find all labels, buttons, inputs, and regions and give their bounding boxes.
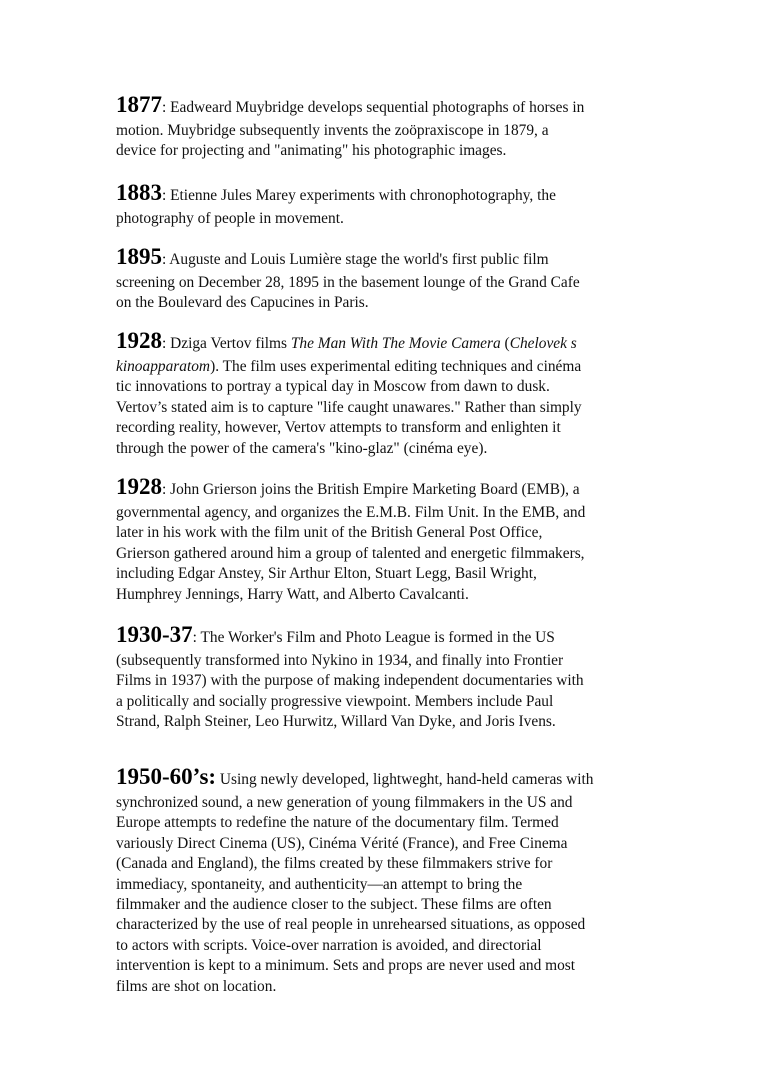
film-title-russian: kinoapparatom	[116, 358, 211, 375]
entry-text: to actors with scripts. Voice-over narration is avoided, and directorial	[116, 936, 542, 954]
entry-year: 1928	[116, 328, 162, 353]
entry-text: : Auguste and Louis Lumière stage the world's first public film	[162, 251, 549, 268]
entry-year: 1877	[116, 92, 162, 117]
entry-text: (Canada and England), the films created by these filmmakers strive for	[116, 855, 553, 873]
entry-text: later in his work with the film unit of the British General Post Office,	[116, 524, 543, 542]
entry-text: : John Grierson joins the British Empire Marketing Board (EMB), a	[162, 481, 580, 498]
entry-year: 1930-37	[116, 622, 193, 647]
entry-text: tic innovations to portray a typical day in Moscow from dawn to dusk.	[116, 378, 550, 396]
entry-text: device for projecting and "animating" his photographic images.	[116, 142, 507, 160]
entry-text: Grierson gathered around him a group of talented and energetic filmmakers,	[116, 544, 585, 562]
entry-text: photography of people in movement.	[116, 210, 344, 227]
entry-year: 1895	[116, 244, 162, 269]
entry-text: (subsequently transformed into Nykino in 1934, and finally into Frontier	[116, 652, 564, 669]
entry-text: filmmaker and the audience closer to the subject. These films are often	[116, 896, 552, 914]
entry-text-line	[116, 357, 661, 377]
entry-text: Films in 1937) with the purpose of making independent documentaries with	[116, 672, 584, 690]
entry-text: Vertov’s stated aim is to capture "life caught unawares." Rather than simply	[116, 398, 582, 416]
timeline-entry-1883	[116, 180, 661, 229]
entry-text: variously Direct Cinema (US), Cinéma Vérité (France), and Free Cinema	[116, 834, 568, 852]
timeline-entry-1895	[116, 244, 661, 314]
entry-text: motion. Muybridge subsequently invents the zoöpraxiscope in 1879, a	[116, 122, 549, 139]
entry-first-line	[116, 180, 661, 209]
timeline-entry-1928-vertov	[116, 328, 661, 459]
entry-text: : Dziga Vertov films	[162, 335, 291, 352]
film-title: The Man With The Movie Camera	[290, 335, 501, 352]
entry-year: 1883	[116, 180, 162, 205]
entry-year: 1928	[116, 474, 162, 499]
entry-first-line	[116, 92, 661, 121]
entry-text: Humphrey Jennings, Harry Watt, and Alberto Cavalcanti.	[116, 585, 469, 603]
entry-text: screening on December 28, 1895 in the basement lounge of the Grand Cafe	[116, 274, 580, 291]
entry-first-line	[116, 764, 661, 793]
entry-text: characterized by the use of real people in unrehearsed situations, as opposed	[116, 916, 586, 934]
entry-text: synchronized sound, a new generation of young filmmakers in the US and	[116, 794, 573, 811]
entry-text: (	[500, 335, 510, 352]
entry-text: recording reality, however, Vertov attempts to transform and enlighten it	[116, 419, 561, 437]
timeline-entry-1950-60s	[116, 764, 661, 997]
entry-first-line	[116, 328, 661, 357]
entry-text: Strand, Ralph Steiner, Leo Hurwitz, Willard Van Dyke, and Joris Ivens.	[116, 713, 556, 731]
film-title-russian: Chelovek s	[509, 335, 577, 352]
entry-first-line	[116, 622, 661, 651]
entry-text: a politically and socially progressive viewpoint. Members include Paul	[116, 692, 554, 710]
timeline-entry-1928-grierson	[116, 474, 661, 605]
entry-first-line	[116, 474, 661, 503]
timeline-entry-1877	[116, 92, 661, 162]
entry-text: ). The film uses experimental editing techniques and cinéma	[210, 358, 582, 375]
entry-text: : Eadweard Muybridge develops sequential photographs of horses in	[162, 99, 585, 116]
entry-text: on the Boulevard des Capucines in Paris.	[116, 294, 369, 312]
entry-text: : The Worker's Film and Photo League is formed in the US	[192, 629, 555, 646]
entry-text: Using newly developed, lightweght, hand-held cameras with	[216, 771, 594, 788]
entry-year: 1950-60’s:	[116, 764, 217, 789]
entry-text: intervention is kept to a minimum. Sets and props are never used and most	[116, 957, 576, 975]
entry-text: governmental agency, and organizes the E.M.B. Film Unit. In the EMB, and	[116, 504, 586, 521]
entry-text: including Edgar Anstey, Sir Arthur Elton, Stuart Legg, Basil Wright,	[116, 565, 537, 583]
timeline-entry-1930-37	[116, 622, 661, 733]
entry-text: Europe attempts to redefine the nature of the documentary film. Termed	[116, 814, 559, 832]
entry-text: : Etienne Jules Marey experiments with chronophotography, the	[162, 187, 556, 204]
entry-text: immediacy, spontaneity, and authenticity—an attempt to bring the	[116, 875, 523, 893]
entry-text: through the power of the camera's "kino-glaz" (cinéma eye).	[116, 439, 488, 457]
entry-text: films are shot on location.	[116, 977, 277, 995]
entry-first-line	[116, 244, 661, 273]
